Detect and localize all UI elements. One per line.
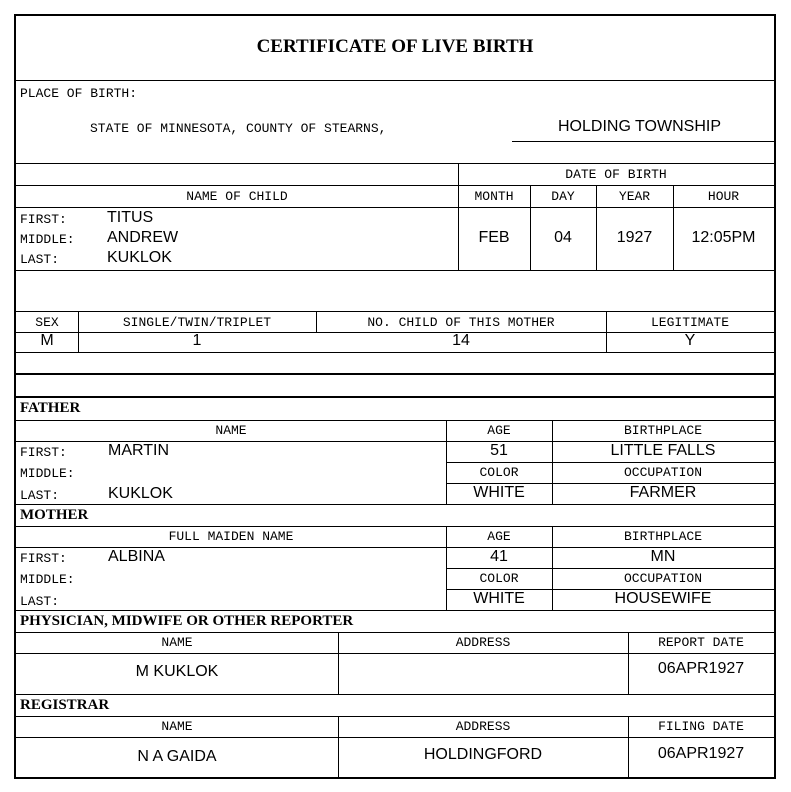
registrar-address-header: ADDRESS [455,719,511,734]
registrar-date: 06APR1927 [657,745,745,762]
father-occupation: FARMER [629,484,697,501]
father-section-label: FATHER [20,400,81,416]
divider [16,716,774,717]
birth-day: 04 [554,229,572,246]
mother-birthplace: MN [650,548,676,565]
divider [16,420,774,421]
mother-color: WHITE [473,590,525,607]
divider [16,694,774,695]
mother-first-label: FIRST: [20,551,67,566]
column-line [446,420,447,504]
child-middle-label: MIDDLE: [20,232,75,247]
child-middle-name: ANDREW [107,229,179,246]
mother-name-header: FULL MAIDEN NAME [168,529,294,544]
divider [16,653,774,654]
column-line [338,716,339,779]
mother-occupation-header: OCCUPATION [623,571,702,586]
divider [446,462,774,463]
child-last-label: LAST: [20,252,60,267]
column-line [316,311,317,333]
divider [16,311,774,312]
reporter-name: M KUKLOK [135,663,219,680]
father-name-header: NAME [215,423,247,438]
township-underline [512,141,774,142]
father-age: 51 [490,442,508,459]
legitimate-value: Y [684,332,696,349]
father-age-header: AGE [487,423,511,438]
divider [16,504,774,505]
column-line [446,526,447,610]
divider [16,270,774,271]
sex-value: M [40,332,54,349]
mother-section-label: MOTHER [20,507,89,523]
registrar-date-header: FILING DATE [658,719,744,734]
reporter-name-header: NAME [161,635,193,650]
child-last-name: KUKLOK [107,249,172,266]
registrar-name-header: NAME [161,719,193,734]
divider [16,610,774,611]
plurality-header: SINGLE/TWIN/TRIPLET [122,315,272,330]
divider [16,185,774,186]
divider [16,207,774,208]
father-color: WHITE [473,484,525,501]
child-number-header: NO. CHILD OF THIS MOTHER [367,315,555,330]
thick-divider [16,396,774,398]
father-birthplace-header: BIRTHPLACE [623,423,702,438]
column-line [78,311,79,352]
legitimate-header: LEGITIMATE [650,315,729,330]
mother-first-name: ALBINA [108,548,165,565]
mother-occupation: HOUSEWIFE [614,590,712,607]
column-line [530,185,531,270]
date-of-birth-header: DATE OF BIRTH [565,167,667,182]
thick-divider [16,373,774,375]
reporter-date: 06APR1927 [657,660,745,677]
mother-birthplace-header: BIRTHPLACE [623,529,702,544]
reporter-address-header: ADDRESS [455,635,511,650]
place-of-birth-label: PLACE OF BIRTH: [20,86,138,101]
reporter-section-label: PHYSICIAN, MIDWIFE OR OTHER REPORTER [20,613,354,629]
father-first-label: FIRST: [20,445,67,460]
reporter-date-header: REPORT DATE [658,635,744,650]
name-of-child-header: NAME OF CHILD [186,189,288,204]
column-line [596,185,597,270]
column-line [606,311,607,352]
month-header: MONTH [474,189,514,204]
divider [16,526,774,527]
mother-last-label: LAST: [20,594,60,609]
divider [16,632,774,633]
column-line [552,420,553,504]
father-first-name: MARTIN [108,442,170,459]
township-value: HOLDING TOWNSHIP [558,118,721,135]
divider [446,568,774,569]
mother-age-header: AGE [487,529,511,544]
registrar-address: HOLDINGFORD [423,746,543,763]
registrar-name: N A GAIDA [137,748,217,765]
birth-month: FEB [478,229,510,246]
mother-age: 41 [490,548,508,565]
registrar-section-label: REGISTRAR [20,697,110,713]
hour-header: HOUR [707,189,740,204]
child-number-value: 14 [452,332,470,349]
child-first-label: FIRST: [20,212,67,227]
father-middle-label: MIDDLE: [20,466,75,481]
certificate-title: CERTIFICATE OF LIVE BIRTH [256,36,534,57]
plurality-value: 1 [192,332,202,349]
year-header: YEAR [618,189,651,204]
column-line [552,526,553,610]
place-of-birth-text: STATE OF MINNESOTA, COUNTY OF STEARNS, [90,121,387,136]
father-last-label: LAST: [20,488,60,503]
divider [16,163,774,164]
mother-middle-label: MIDDLE: [20,572,75,587]
child-first-name: TITUS [107,209,154,226]
mother-color-header: COLOR [479,571,519,586]
column-line [628,632,629,694]
father-birthplace: LITTLE FALLS [610,442,716,459]
column-line [338,632,339,694]
birth-year: 1927 [616,229,653,246]
divider [16,80,774,81]
sex-header: SEX [35,315,59,330]
column-line [673,185,674,270]
column-line [628,716,629,779]
day-header: DAY [551,189,575,204]
divider [16,737,774,738]
divider [16,352,774,353]
father-occupation-header: OCCUPATION [623,465,702,480]
birth-hour: 12:05PM [691,229,756,246]
column-line [458,163,459,270]
father-color-header: COLOR [479,465,519,480]
father-last-name: KUKLOK [108,485,173,502]
